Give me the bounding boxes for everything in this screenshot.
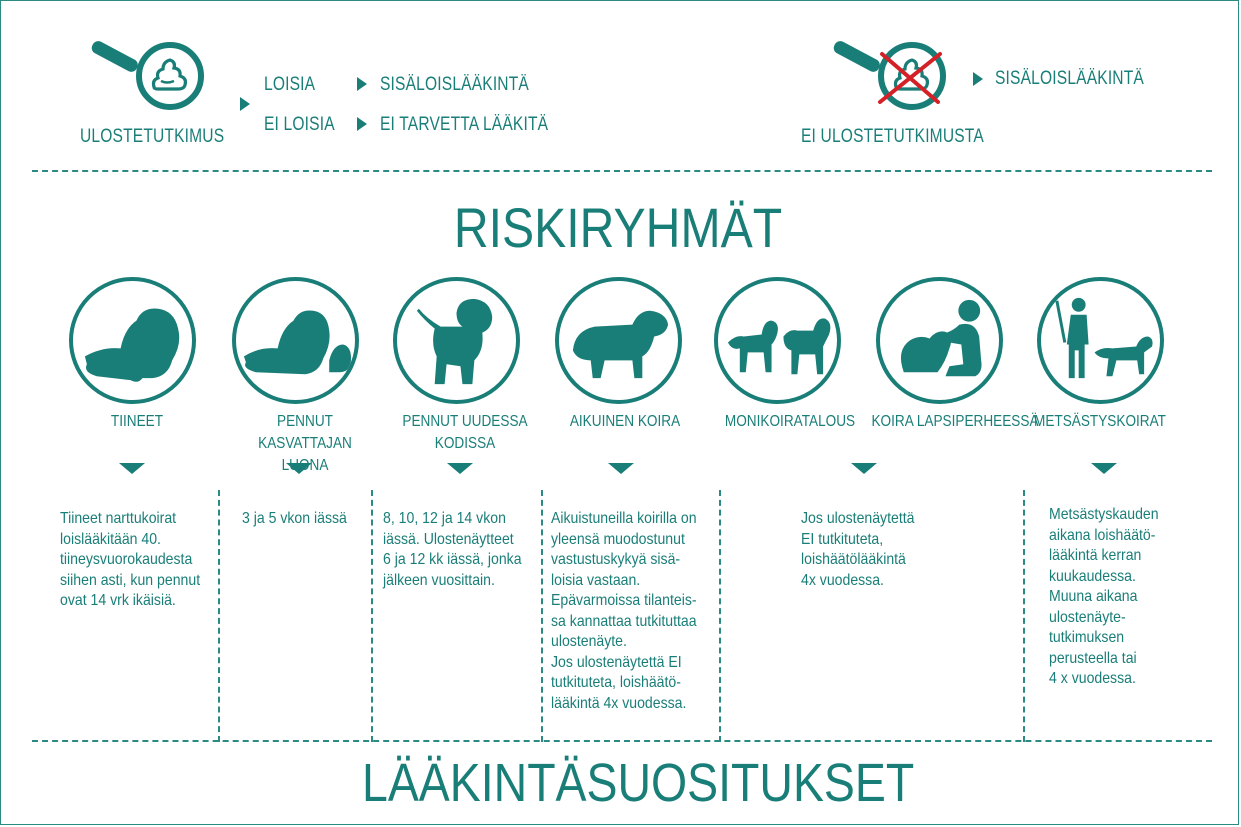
group-label-pregnant: TIINEET [110,413,164,430]
adult-dog-icon [559,281,678,400]
column-divider [1023,490,1025,742]
divider-bottom [32,740,1212,742]
child-with-dog-icon [880,281,999,400]
recommendation-adult-dog: Aikuistuneilla koirilla on yleensä muodostunut vastustuskykyä sisä- loisia vastaan. Epävarmoissa tilanteis- sa kannattaa tutkituttaa ulostenäyte. Jos ulostenäytettä EI tutkituteta, loishäätö- lääkintä 4x vuodessa. [551,510,697,712]
arrow-down-icon [286,463,312,474]
dog-with-puppy-icon [236,281,355,400]
section-title: RISKIRYHMÄT [453,196,783,259]
recommendation-multi-dog-and-family: Jos ulostenäytettä EI tutkituteta, loishäätölääkintä 4x vuodessa. [801,510,915,589]
pregnant-dog-icon [73,281,192,400]
group-label-breeder-puppies: PENNUT KASVATTAJAN LUONA [258,413,352,474]
arrow-down-icon [447,463,473,474]
group-label-new-home-puppies: PENNUT UUDESSA KODISSA [402,413,528,452]
two-dogs-circle [714,277,841,404]
puppy-circle [393,277,520,404]
arrow-down-icon [851,463,877,474]
stool-exam-icon [88,40,208,112]
adult-dog-circle [555,277,682,404]
group-label-family-dog: KOIRA LAPSIPERHEESSÄ [871,413,1039,430]
no-exam-action: SISÄLOISLÄÄKINTÄ [995,68,1144,89]
stool-exam-label: ULOSTETUTKIMUS [80,126,225,147]
two-dogs-icon [718,281,837,400]
recommendation-pregnant: Tiineet narttukoirat loislääkitään 40. tiineysvuorokaudesta siihen asti, kun pennut ovat 14 vrk ikäisiä. [60,510,201,609]
arrow-right-icon [240,97,250,111]
footer-title: LÄÄKINTÄSUOSITUKSET [362,753,915,813]
result-parasites: LOISIA [264,74,316,95]
hunter-with-dog-icon [1041,281,1160,400]
child-with-dog-circle [876,277,1003,404]
column-divider [719,490,721,742]
arrow-right-icon [357,117,367,131]
arrow-right-icon [357,77,367,91]
group-label-hunting-dogs: METSÄSTYSKOIRAT [1034,413,1166,430]
puppy-icon [397,281,516,400]
column-divider [218,490,220,742]
action-deworming: SISÄLOISLÄÄKINTÄ [380,74,529,95]
recommendation-breeder-puppies: 3 ja 5 vkon iässä [242,510,347,527]
arrow-down-icon [608,463,634,474]
arrow-down-icon [119,463,145,474]
result-no-parasites: EI LOISIA [264,114,335,135]
dog-with-puppy-circle [232,277,359,404]
hunter-with-dog-circle [1037,277,1164,404]
pregnant-dog-circle [69,277,196,404]
column-divider [371,490,373,742]
no-stool-exam-label: EI ULOSTETUTKIMUSTA [801,126,984,147]
group-label-adult-dog: AIKUINEN KOIRA [569,413,681,430]
no-stool-exam-icon [830,40,950,112]
arrow-right-icon [973,72,983,86]
arrow-down-icon [1091,463,1117,474]
recommendation-hunting-dogs: Metsästyskauden aikana loishäätö- lääkintä kerran kuukaudessa. Muuna aikana ulostenäyte- tutkimuksen perusteella tai 4 x vuodessa. [1049,506,1159,687]
column-divider [541,490,543,742]
action-no-treatment: EI TARVETTA LÄÄKITÄ [380,114,549,135]
recommendation-new-home-puppies: 8, 10, 12 ja 14 vkon iässä. Ulostenäytteet 6 ja 12 kk iässä, jonka jälkeen vuosittain. [383,510,522,589]
divider-top [32,170,1212,172]
group-label-multi-dog: MONIKOIRATALOUS [724,413,856,430]
